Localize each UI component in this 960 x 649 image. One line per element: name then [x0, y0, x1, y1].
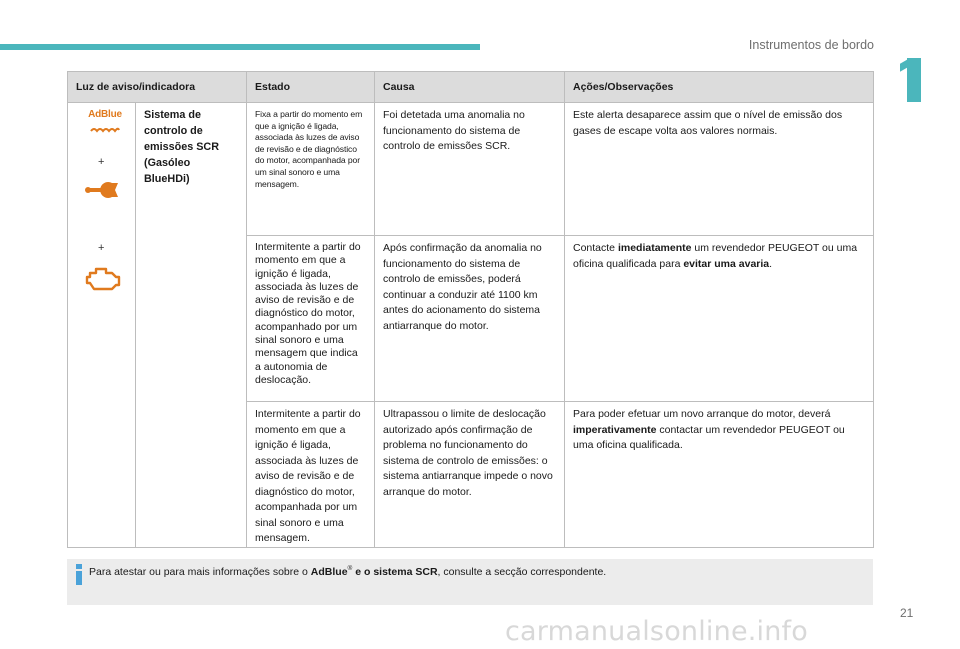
- causa-cell: Após confirmação da anomalia no funcionamento do sistema de controlo de emissões, poderá continuar a conduzir até 1100 km antes do acionamento do sistema antiarranque do motor.: [375, 236, 565, 402]
- col-header-acoes: Ações/Observações: [565, 72, 874, 103]
- chapter-marker: [898, 58, 922, 102]
- causa-cell: Foi detetada uma anomalia no funcionamento do sistema de controlo de emissões SCR.: [375, 103, 565, 236]
- plus-sign: +: [98, 242, 105, 254]
- watermark: carmanualsonline.info: [505, 616, 808, 647]
- estado-cell: Intermitente a partir do momento em que a ignição é ligada, associada às luzes de aviso de revisão e de diagnóstico do motor, acompanhada por um sinal sonoro e uma mensagem.: [247, 402, 375, 548]
- wrench-service-icon: [84, 179, 124, 207]
- info-icon: [76, 564, 82, 584]
- estado-cell: Intermitente a partir do momento em que a ignição é ligada, associada às luzes de aviso de revisão e de diagnóstico do motor, acompanhado por um sinal sonoro e uma mensagem que indica a autonomia de deslocação.: [247, 236, 375, 402]
- adblue-warning-icon: AdBlue: [78, 107, 132, 138]
- col-header-luz: Luz de aviso/indicadora: [68, 72, 247, 103]
- system-name-cell: Sistema de controlo de emissões SCR (Gasóleo BlueHDi): [136, 103, 247, 548]
- col-header-causa: Causa: [375, 72, 565, 103]
- col-header-estado: Estado: [247, 72, 375, 103]
- engine-diagnostic-icon: [84, 265, 124, 297]
- section-title: Instrumentos de bordo: [748, 38, 874, 52]
- warning-light-table: [67, 71, 874, 548]
- estado-cell: Fixa a partir do momento em que a ignição é ligada, associada às luzes de aviso de revisão e de diagnóstico do motor, acompanhada por um sinal sonoro e uma mensagem.: [247, 103, 375, 236]
- acoes-cell: Contacte imediatamente um revendedor PEUGEOT ou uma oficina qualificada para evitar uma avaria.: [565, 236, 874, 402]
- causa-cell: Ultrapassou o limite de deslocação autorizado após confirmação de problema no funcionamento do sistema de controlo de emissões: o sistema antiarranque impede o novo arranque do motor.: [375, 402, 565, 548]
- info-note: Para atestar ou para mais informações sobre o AdBlue® e o sistema SCR, consulte a secção correspondente.: [67, 559, 873, 605]
- header-accent-bar: [0, 44, 480, 50]
- table-row: [68, 103, 874, 236]
- table-header-row: [68, 72, 874, 103]
- icons-cell: [68, 103, 136, 548]
- acoes-cell: Este alerta desaparece assim que o nível de emissão dos gases de escape volta aos valores normais.: [565, 103, 874, 236]
- acoes-cell: Para poder efetuar um novo arranque do motor, deverá imperativamente contactar um revendedor PEUGEOT ou uma oficina qualificada.: [565, 402, 874, 548]
- page-number: 21: [900, 606, 914, 620]
- plus-sign: +: [98, 156, 105, 168]
